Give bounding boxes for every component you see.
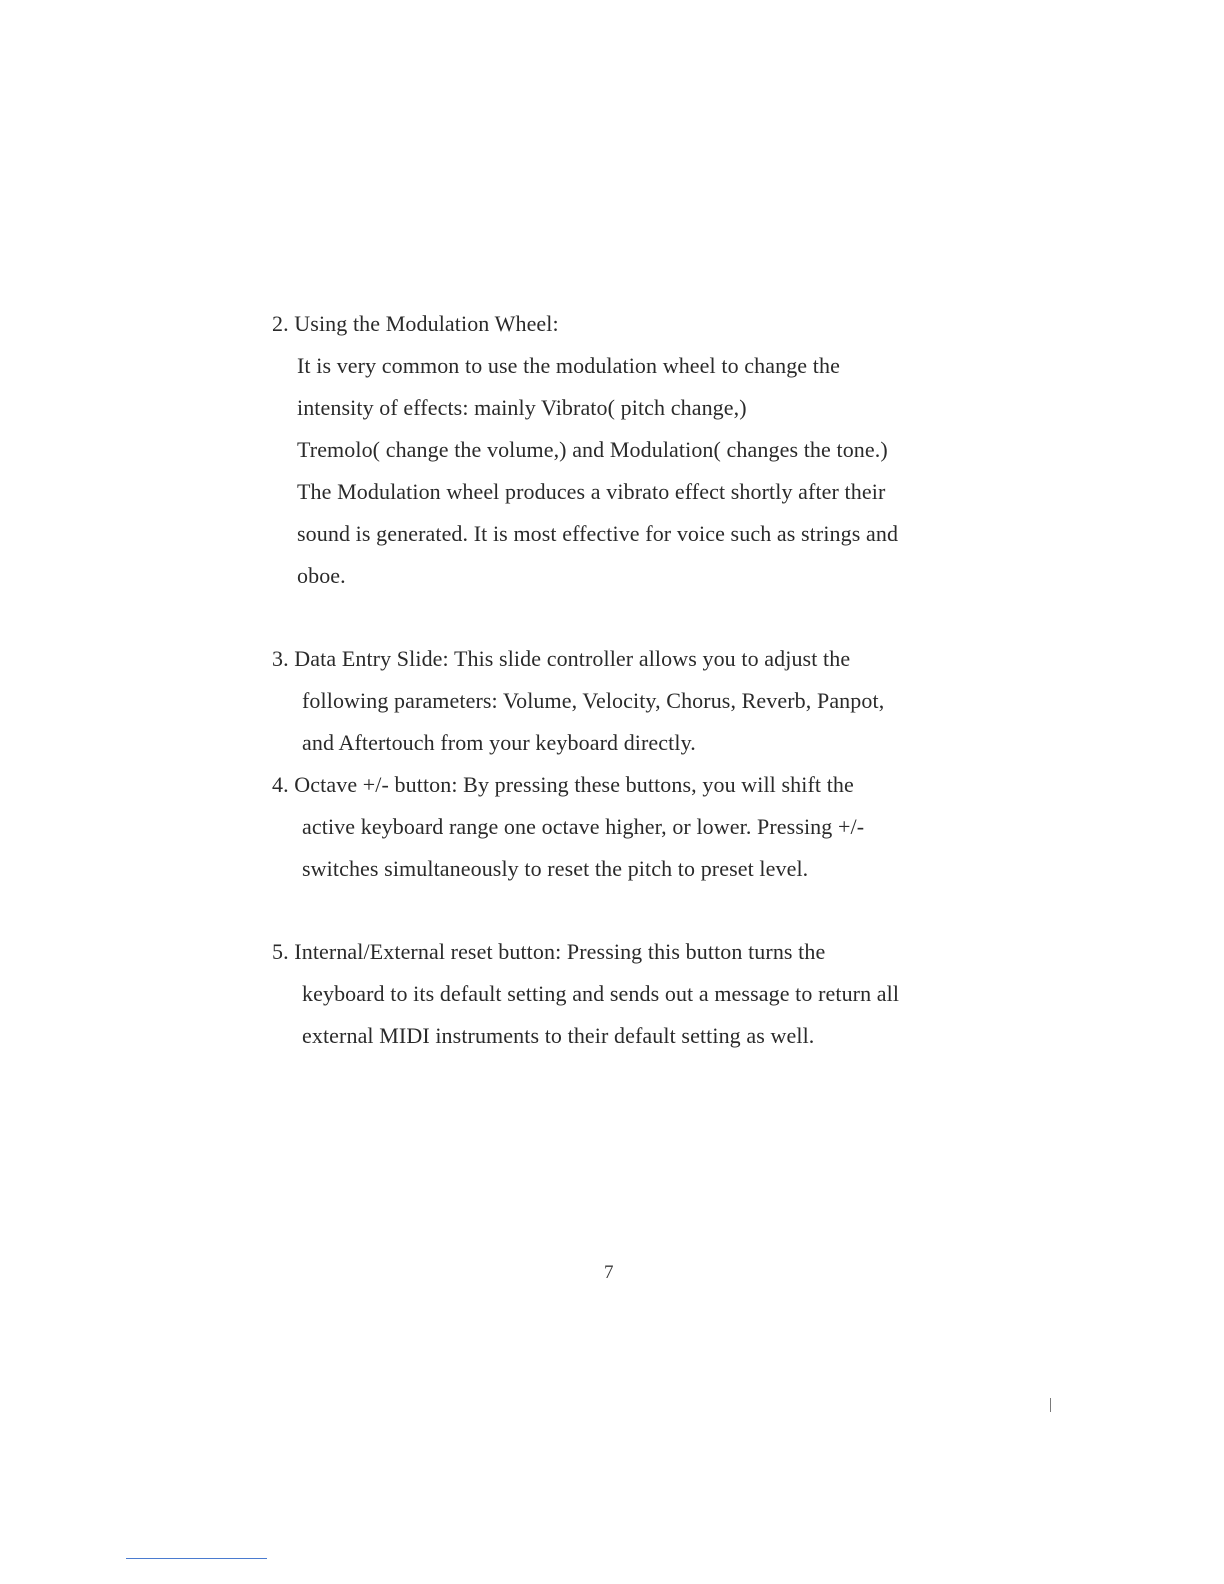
item-4-line-3: switches simultaneously to reset the pitch to preset level.	[302, 856, 809, 881]
item-5-line-1: 5. Internal/External reset button: Pressing this button turns the	[272, 939, 826, 964]
item-3-line-3: and Aftertouch from your keyboard directly.	[302, 730, 696, 755]
item-5-line-2: keyboard to its default setting and sends out a message to return all	[302, 981, 900, 1006]
item-2-line-2: intensity of effects: mainly Vibrato( pitch change,)	[297, 395, 747, 420]
item-2-heading: 2. Using the Modulation Wheel:	[272, 311, 559, 336]
item-2-line-4: The Modulation wheel produces a vibrato effect shortly after their	[297, 479, 886, 504]
item-2-line-6: oboe.	[297, 563, 346, 588]
item-2-line-3: Tremolo( change the volume,) and Modulation( changes the tone.)	[297, 437, 888, 462]
item-5-line-3: external MIDI instruments to their default setting as well.	[302, 1023, 815, 1048]
scan-tick-mark	[1050, 1398, 1051, 1412]
page-number: 7	[604, 1262, 614, 1283]
item-2-line-1: It is very common to use the modulation wheel to change the	[297, 353, 840, 378]
item-2-line-5: sound is generated. It is most effective for voice such as strings and	[297, 521, 899, 546]
item-4-line-1: 4. Octave +/- button: By pressing these buttons, you will shift the	[272, 772, 854, 797]
item-4-line-2: active keyboard range one octave higher, or lower. Pressing +/-	[302, 814, 865, 839]
footnote-rule	[126, 1558, 267, 1559]
item-3-line-2: following parameters: Volume, Velocity, Chorus, Reverb, Panpot,	[302, 688, 885, 713]
item-3-line-1: 3. Data Entry Slide: This slide controller allows you to adjust the	[272, 646, 851, 671]
